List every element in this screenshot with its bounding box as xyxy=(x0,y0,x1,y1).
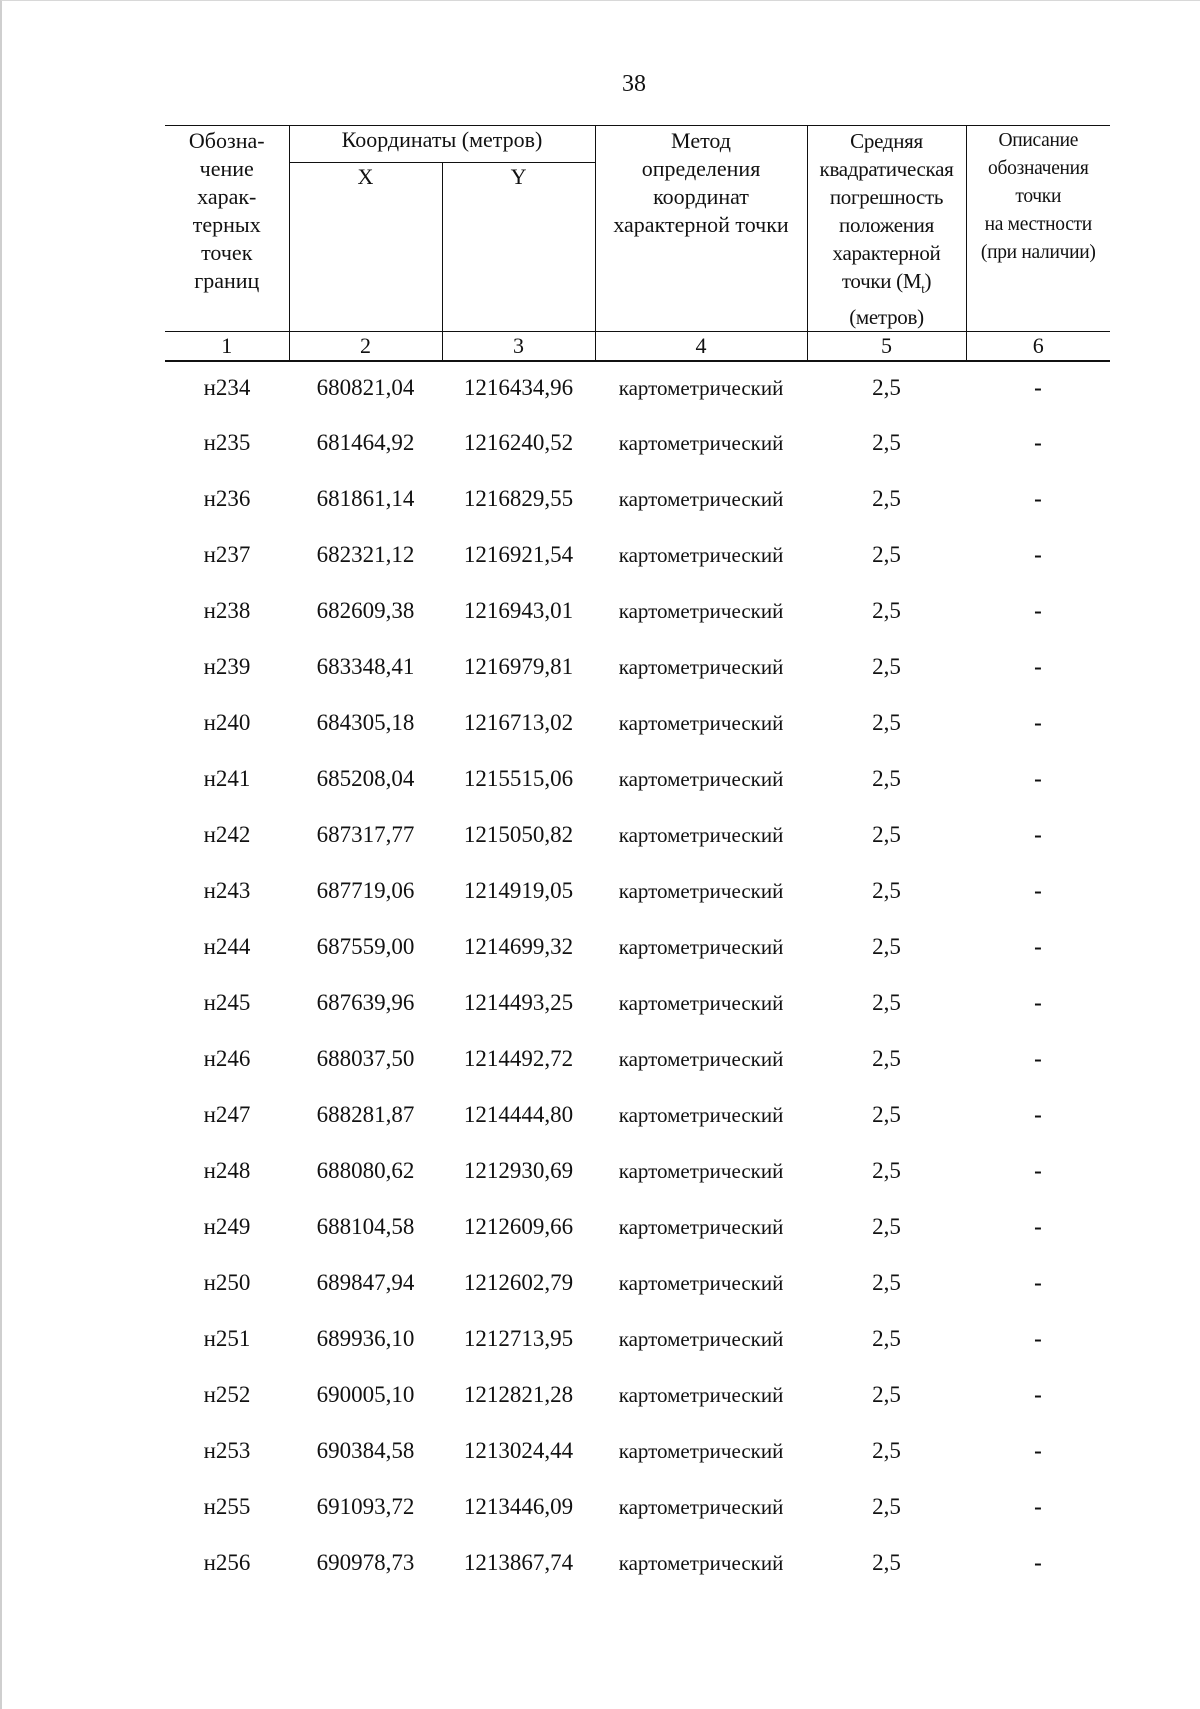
x-coordinate-cell: 688037,50 xyxy=(316,1046,415,1072)
error-cell: 2,5 xyxy=(872,1270,901,1296)
x-coordinate-cell: 681861,14 xyxy=(316,486,415,512)
x-coordinate-cell: 690978,73 xyxy=(316,1550,415,1576)
description-cell: - xyxy=(1034,1550,1042,1576)
y-coordinate-cell: 1214493,25 xyxy=(463,990,574,1016)
table-row xyxy=(165,473,1110,529)
method-cell: картометрический xyxy=(618,879,784,904)
point-designation-cell: н236 xyxy=(203,486,251,512)
x-coordinate-cell: 688281,87 xyxy=(316,1102,415,1128)
x-coordinate-cell: 688104,58 xyxy=(316,1214,415,1240)
error-cell: 2,5 xyxy=(872,822,901,848)
description-cell: - xyxy=(1034,1438,1042,1464)
method-cell: картометрический xyxy=(618,543,784,568)
error-cell: 2,5 xyxy=(872,375,901,401)
error-cell: 2,5 xyxy=(872,1438,901,1464)
point-designation-cell: н249 xyxy=(203,1214,251,1240)
error-cell: 2,5 xyxy=(872,1550,901,1576)
x-coordinate-cell: 680821,04 xyxy=(316,375,415,401)
error-cell: 2,5 xyxy=(872,598,901,624)
description-cell: - xyxy=(1034,1158,1042,1184)
x-coordinate-cell: 690005,10 xyxy=(316,1382,415,1408)
point-designation-cell: н255 xyxy=(203,1494,251,1520)
x-coordinate-cell: 688080,62 xyxy=(316,1158,415,1184)
table-row xyxy=(165,529,1110,585)
y-coordinate-cell: 1212609,66 xyxy=(463,1214,574,1240)
y-coordinate-cell: 1212930,69 xyxy=(463,1158,574,1184)
method-cell: картометрический xyxy=(618,655,784,680)
description-cell: - xyxy=(1034,878,1042,904)
column-number: 3 xyxy=(442,332,595,362)
y-coordinate-cell: 1213024,44 xyxy=(463,1438,574,1464)
table-row xyxy=(165,361,1110,417)
x-coordinate-cell: 690384,58 xyxy=(316,1438,415,1464)
method-cell: картометрический xyxy=(618,1495,784,1520)
point-designation-cell: н248 xyxy=(203,1158,251,1184)
method-cell: картометрический xyxy=(618,1215,784,1240)
method-cell: картометрический xyxy=(618,1159,784,1184)
point-designation-cell: н246 xyxy=(203,1046,251,1072)
error-cell: 2,5 xyxy=(872,430,901,456)
method-cell: картометрический xyxy=(618,1271,784,1296)
header-point-designation: Обозна- чение харак- терных точек границ xyxy=(165,126,289,332)
table-row xyxy=(165,1425,1110,1481)
description-cell: - xyxy=(1034,1494,1042,1520)
table-row xyxy=(165,641,1110,697)
x-coordinate-cell: 687639,96 xyxy=(316,990,415,1016)
table-row xyxy=(165,697,1110,753)
method-cell: картометрический xyxy=(618,1439,784,1464)
method-cell: картометрический xyxy=(618,599,784,624)
error-cell: 2,5 xyxy=(872,1382,901,1408)
description-cell: - xyxy=(1034,822,1042,848)
table-row xyxy=(165,1089,1110,1145)
x-coordinate-cell: 687317,77 xyxy=(316,822,415,848)
description-cell: - xyxy=(1034,1326,1042,1352)
error-cell: 2,5 xyxy=(872,1326,901,1352)
point-designation-cell: н250 xyxy=(203,1270,251,1296)
table-row xyxy=(165,921,1110,977)
description-cell: - xyxy=(1034,990,1042,1016)
header-mean-square-error xyxy=(807,126,966,332)
point-designation-cell: н247 xyxy=(203,1102,251,1128)
x-coordinate-cell: 689936,10 xyxy=(316,1326,415,1352)
page-number: 38 xyxy=(622,71,646,97)
y-coordinate-cell: 1212713,95 xyxy=(463,1326,574,1352)
table-row xyxy=(165,1033,1110,1089)
point-designation-cell: н252 xyxy=(203,1382,251,1408)
table-row xyxy=(165,1313,1110,1369)
point-designation-cell: н234 xyxy=(203,375,251,401)
error-cell: 2,5 xyxy=(872,878,901,904)
y-coordinate-cell: 1214492,72 xyxy=(463,1046,574,1072)
description-cell: - xyxy=(1034,430,1042,456)
error-cell: 2,5 xyxy=(872,654,901,680)
table-row xyxy=(165,753,1110,809)
header-x: X xyxy=(289,163,442,332)
x-coordinate-cell: 681464,92 xyxy=(316,430,415,456)
y-coordinate-cell: 1215515,06 xyxy=(463,766,574,792)
method-cell: картометрический xyxy=(618,487,784,512)
description-cell: - xyxy=(1034,375,1042,401)
y-coordinate-cell: 1216979,81 xyxy=(463,654,574,680)
table-row xyxy=(165,1369,1110,1425)
method-cell: картометрический xyxy=(618,1047,784,1072)
y-coordinate-cell: 1215050,82 xyxy=(463,822,574,848)
x-coordinate-cell: 685208,04 xyxy=(316,766,415,792)
description-cell: - xyxy=(1034,542,1042,568)
y-coordinate-cell: 1216713,02 xyxy=(463,710,574,736)
x-coordinate-cell: 689847,94 xyxy=(316,1270,415,1296)
error-cell: 2,5 xyxy=(872,486,901,512)
x-coordinate-cell: 682321,12 xyxy=(316,542,415,568)
error-cell: 2,5 xyxy=(872,1102,901,1128)
column-number: 6 xyxy=(966,332,1110,362)
point-designation-cell: н238 xyxy=(203,598,251,624)
column-number-row xyxy=(165,332,1110,362)
description-cell: - xyxy=(1034,1382,1042,1408)
point-designation-cell: н251 xyxy=(203,1326,251,1352)
point-designation-cell: н253 xyxy=(203,1438,251,1464)
y-coordinate-cell: 1212602,79 xyxy=(463,1270,574,1296)
header-error-tail: ) (метров) xyxy=(849,269,932,330)
x-coordinate-cell: 682609,38 xyxy=(316,598,415,624)
point-designation-cell: н237 xyxy=(203,542,251,568)
table-row xyxy=(165,1201,1110,1257)
table-row xyxy=(165,1481,1110,1537)
description-cell: - xyxy=(1034,654,1042,680)
point-designation-cell: н235 xyxy=(203,430,251,456)
table-row xyxy=(165,585,1110,641)
error-cell: 2,5 xyxy=(872,934,901,960)
y-coordinate-cell: 1216829,55 xyxy=(463,486,574,512)
description-cell: - xyxy=(1034,934,1042,960)
x-coordinate-cell: 683348,41 xyxy=(316,654,415,680)
error-cell: 2,5 xyxy=(872,1046,901,1072)
method-cell: картометрический xyxy=(618,935,784,960)
header-y: Y xyxy=(442,163,595,332)
point-designation-cell: н242 xyxy=(203,822,251,848)
y-coordinate-cell: 1213867,74 xyxy=(463,1550,574,1576)
method-cell: картометрический xyxy=(618,823,784,848)
x-coordinate-cell: 684305,18 xyxy=(316,710,415,736)
description-cell: - xyxy=(1034,486,1042,512)
x-coordinate-cell: 687719,06 xyxy=(316,878,415,904)
method-cell: картометрический xyxy=(618,1103,784,1128)
method-cell: картометрический xyxy=(618,1327,784,1352)
point-designation-cell: н240 xyxy=(203,710,251,736)
description-cell: - xyxy=(1034,766,1042,792)
error-cell: 2,5 xyxy=(872,990,901,1016)
table-row xyxy=(165,977,1110,1033)
method-cell: картометрический xyxy=(618,1383,784,1408)
y-coordinate-cell: 1216434,96 xyxy=(463,375,574,401)
table-row xyxy=(165,865,1110,921)
point-designation-cell: н245 xyxy=(203,990,251,1016)
error-cell: 2,5 xyxy=(872,1214,901,1240)
description-cell: - xyxy=(1034,1214,1042,1240)
y-coordinate-cell: 1212821,28 xyxy=(463,1382,574,1408)
y-coordinate-cell: 1214699,32 xyxy=(463,934,574,960)
y-coordinate-cell: 1216921,54 xyxy=(463,542,574,568)
y-coordinate-cell: 1214919,05 xyxy=(463,878,574,904)
table-row xyxy=(165,417,1110,473)
header-error-main: Средняя квадратическая погрешность положения характерной точки (M xyxy=(819,129,954,293)
y-coordinate-cell: 1216943,01 xyxy=(463,598,574,624)
table-row xyxy=(165,1145,1110,1201)
y-coordinate-cell: 1213446,09 xyxy=(463,1494,574,1520)
column-number: 5 xyxy=(807,332,966,362)
error-cell: 2,5 xyxy=(872,710,901,736)
column-number: 2 xyxy=(289,332,442,362)
description-cell: - xyxy=(1034,710,1042,736)
table-row xyxy=(165,809,1110,865)
header-coordinates: Координаты (метров) xyxy=(289,126,595,163)
y-coordinate-cell: 1214444,80 xyxy=(463,1102,574,1128)
point-designation-cell: н239 xyxy=(203,654,251,680)
method-cell: картометрический xyxy=(618,711,784,736)
coordinates-table xyxy=(165,125,1110,1593)
error-cell: 2,5 xyxy=(872,1494,901,1520)
description-cell: - xyxy=(1034,1046,1042,1072)
x-coordinate-cell: 691093,72 xyxy=(316,1494,415,1520)
x-coordinate-cell: 687559,00 xyxy=(316,934,415,960)
header-error-subscript: t xyxy=(921,281,925,297)
description-cell: - xyxy=(1034,1102,1042,1128)
description-cell: - xyxy=(1034,598,1042,624)
point-designation-cell: н243 xyxy=(203,878,251,904)
table-row xyxy=(165,1537,1110,1593)
point-designation-cell: н244 xyxy=(203,934,251,960)
point-designation-cell: н241 xyxy=(203,766,251,792)
y-coordinate-cell: 1216240,52 xyxy=(463,430,574,456)
table-row xyxy=(165,1257,1110,1313)
method-cell: картометрический xyxy=(618,767,784,792)
column-number: 4 xyxy=(595,332,807,362)
error-cell: 2,5 xyxy=(872,766,901,792)
header-description: Описание обозначения точки на местности (при наличии) xyxy=(966,126,1110,332)
method-cell: картометрический xyxy=(618,376,784,401)
method-cell: картометрический xyxy=(618,1551,784,1576)
header-method: Метод определения координат характерной точки xyxy=(595,126,807,332)
error-cell: 2,5 xyxy=(872,542,901,568)
error-cell: 2,5 xyxy=(872,1158,901,1184)
point-designation-cell: н256 xyxy=(203,1550,251,1576)
column-number: 1 xyxy=(165,332,289,362)
method-cell: картометрический xyxy=(618,431,784,456)
description-cell: - xyxy=(1034,1270,1042,1296)
table-body xyxy=(165,361,1110,1593)
method-cell: картометрический xyxy=(618,991,784,1016)
